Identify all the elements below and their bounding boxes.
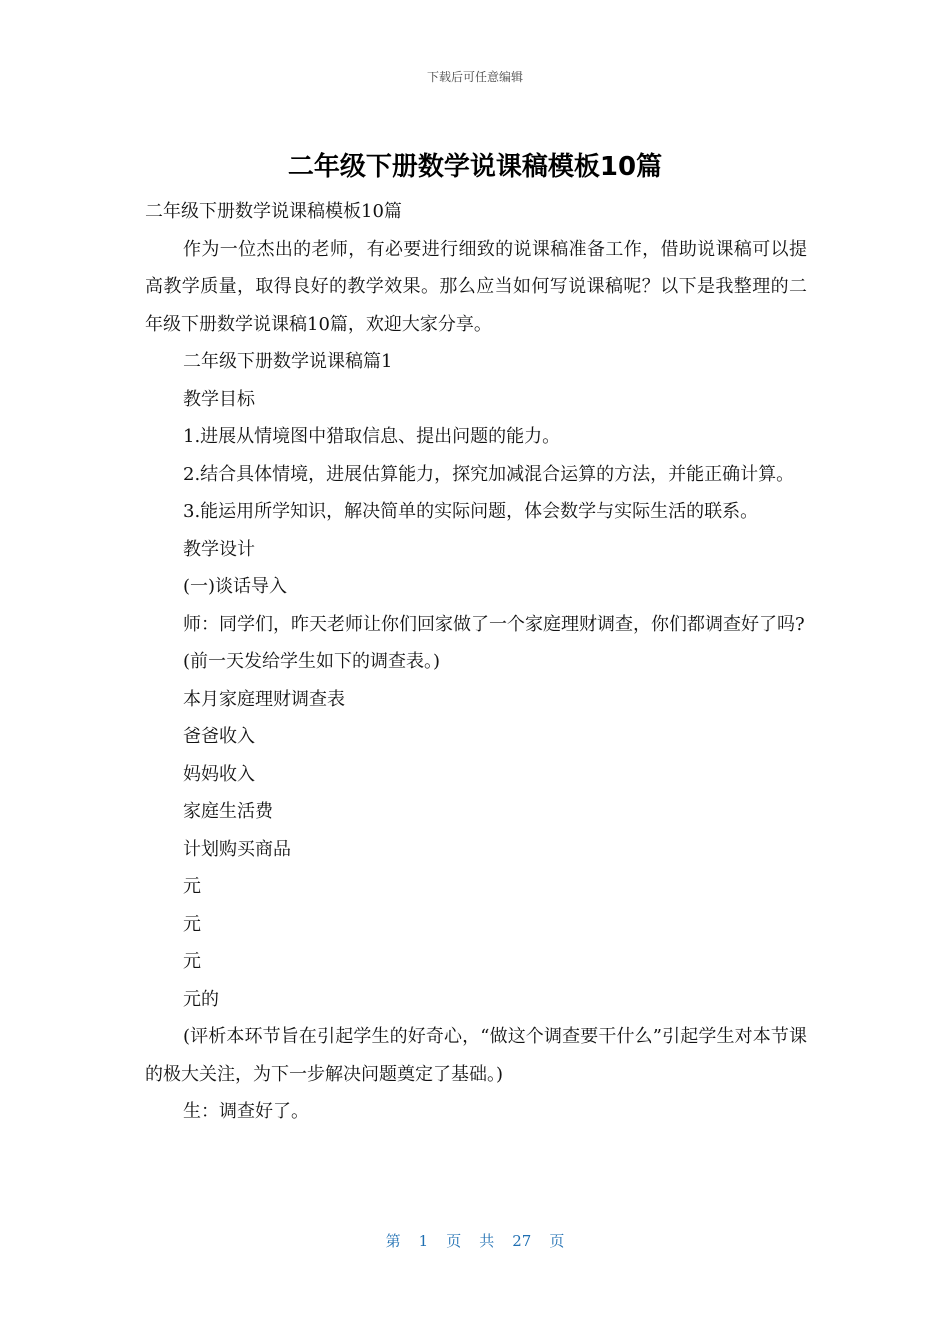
- paragraph: 作为一位杰出的老师，有必要进行细致的说课稿准备工作，借助说课稿可以提高教学质量，取得良好的教学效果。那么应当如何写说课稿呢？以下是我整理的二年级下册数学说课稿10篇，欢迎大家分享。: [145, 238, 807, 335]
- paragraph: 教学设计: [183, 538, 255, 560]
- paragraph: 二年级下册数学说课稿模板10篇: [145, 201, 402, 222]
- paragraph: 本月家庭理财调查表: [183, 688, 345, 710]
- footer-total-label: 共: [479, 1232, 495, 1250]
- paragraph: 2.结合具体情境，进展估算能力，探究加减混合运算的方法，并能正确计算。: [183, 463, 795, 485]
- paragraph: 教学目标: [183, 388, 255, 410]
- header-note: 下载后可任意编辑: [426, 70, 523, 84]
- paragraph: 元: [183, 913, 201, 935]
- footer-page-number: 1: [418, 1232, 429, 1250]
- document-title: 二年级下册数学说课稿模板10篇: [287, 152, 663, 182]
- footer-total-pages: 27: [512, 1232, 532, 1250]
- footer-page-label: 第: [385, 1232, 401, 1250]
- paragraph: 爸爸收入: [183, 726, 255, 747]
- page-footer: [0, 1230, 950, 1251]
- document-body: [145, 193, 807, 1131]
- paragraph: 妈妈收入: [183, 763, 255, 785]
- paragraph: 生：调查好了。: [183, 1101, 309, 1122]
- paragraph: (评析本环节旨在引起学生的好奇心，“做这个调查要干什么”引起学生对本节课的极大关注，为下一步解决问题奠定了基础。): [145, 1026, 807, 1085]
- paragraph: (一)谈话导入: [183, 576, 288, 597]
- paragraph: 师：同学们，昨天老师让你们回家做了一个家庭理财调查，你们都调查好了吗?: [183, 613, 805, 635]
- paragraph: 家庭生活费: [183, 801, 273, 822]
- paragraph: 元的: [183, 988, 219, 1010]
- paragraph: 元: [183, 951, 201, 972]
- paragraph: 3.能运用所学知识，解决简单的实际问题，体会数学与实际生活的联系。: [183, 501, 759, 522]
- paragraph: 元: [183, 876, 201, 897]
- paragraph: 二年级下册数学说课稿篇1: [183, 351, 393, 372]
- paragraph: 1.进展从情境图中猎取信息、提出问题的能力。: [183, 426, 561, 447]
- paragraph: (前一天发给学生如下的调查表。): [183, 651, 441, 672]
- footer-total-unit: 页: [549, 1232, 565, 1250]
- paragraph: 计划购买商品: [183, 838, 291, 860]
- footer-page-unit: 页: [446, 1232, 462, 1250]
